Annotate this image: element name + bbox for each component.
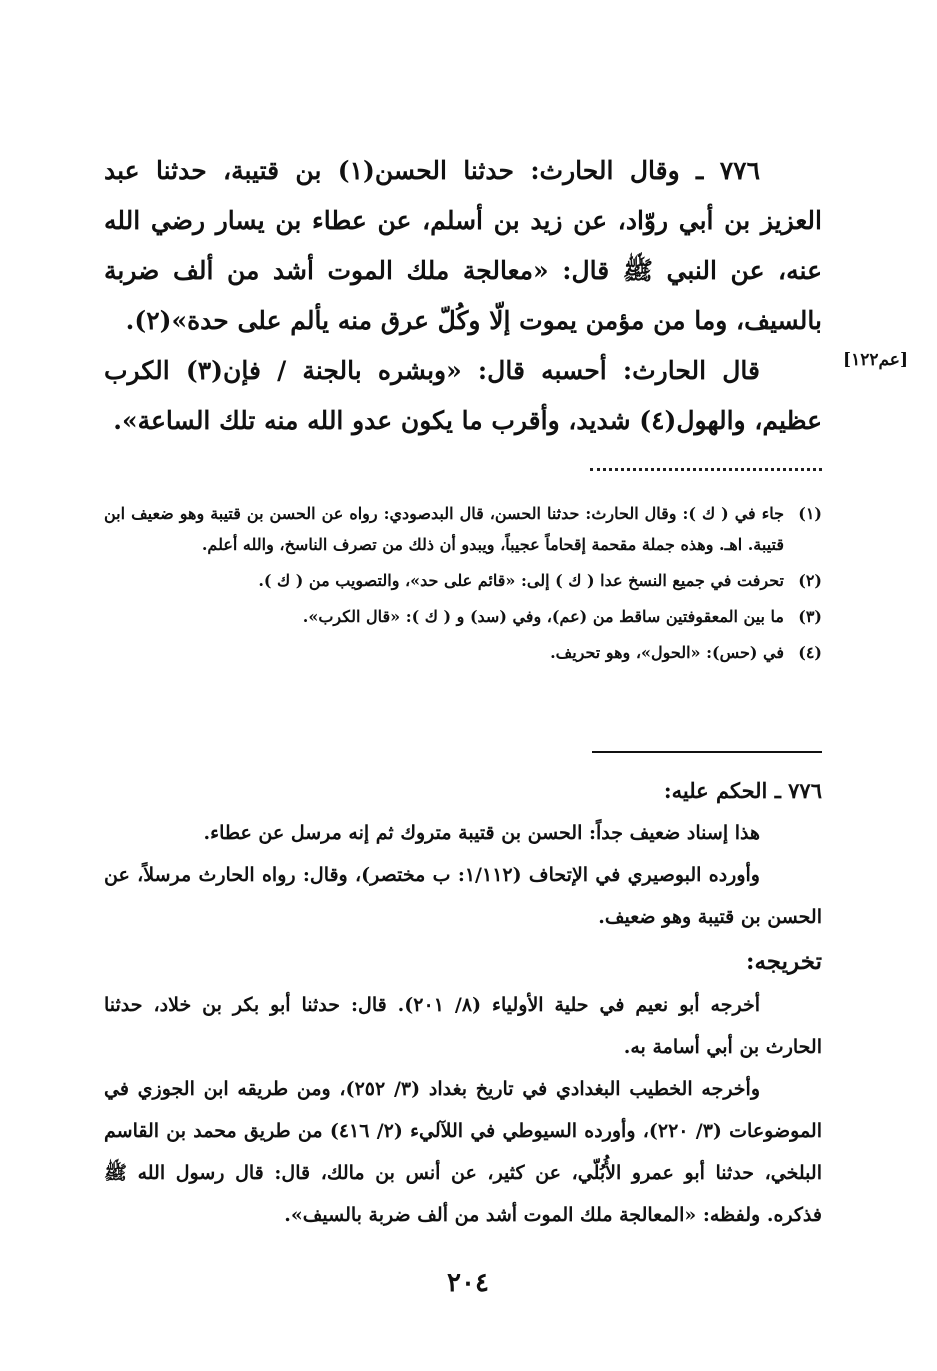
footnote-number: (١): [798, 504, 822, 523]
hadith-text: [104, 146, 822, 446]
footnote: [104, 498, 822, 560]
footnote: [104, 565, 822, 596]
takhrij-paragraph-2: وأخرجه الخطيب البغدادي في تاريخ بغداد (٣/ ٢٥٢)، ومن طريقه ابن الجوزي في الموضوعات (٣/ ٢٢٠)، وأورده السيوطي في اللآليء (٢/ ٤١٦) من طريق محمد بن القاسم البلخي، حدثنا أبو عمرو الأُبُلّي، عن كثير، عن أنس بن مالك، قال: قال رسول الله ﷺ فذكره. ولفظه: «المعالجة ملك الموت أشد من ألف ضربة بالسيف».: [104, 1078, 822, 1226]
takhrij-section: [104, 940, 822, 1236]
manuscript-margin-reference: [عم١٢٢]: [843, 350, 908, 370]
footnote-number: (٣): [798, 607, 822, 626]
footnote-text: في (حس): «الحول»، وهو تحريف.: [550, 643, 784, 662]
footnote: [104, 601, 822, 632]
footnote-text: جاء في ( ك ): وقال الحارث: حدثنا الحسن، قال البدصودي: رواه عن الحسن بن قتيبة وهو ضعيف ابن قتيبة. اهـ. وهذه جملة مقحمة إقحاماً عجيباً، ويبدو أن ذلك من تصرف الناسخ، والله أعلم.: [104, 504, 784, 554]
ruling-heading: ٧٧٦ ـ الحكم عليه:: [663, 778, 822, 803]
hadith-paragraph-1: ٧٧٦ ـ وقال الحارث: حدثنا الحسن(١) بن قتيبة، حدثنا عبد العزيز بن أبي روّاد، عن زيد بن أسلم، عن عطاء بن يسار رضي الله عنه، عن النبي ﷺ قال: «معالجة ملك الموت أشد من ألف ضربة بالسيف، وما من مؤمن يموت إلّا وكُلّ عرق منه يألم على حدة»(٢).: [104, 156, 822, 335]
footnote-text: ما بين المعقوفتين ساقط من (عم)، وفي (سد) و ( ك ): «قال الكرب».: [302, 607, 784, 626]
ruling-section: [104, 770, 822, 938]
section-divider: [592, 751, 822, 753]
page-number: ٢٠٤: [447, 1268, 489, 1298]
takhrij-paragraph-1: أخرجه أبو نعيم في حلية الأولياء (٨/ ٢٠١). قال: حدثنا أبو بكر بن خلاد، حدثنا الحارث بن أبي أسامة به.: [104, 994, 822, 1058]
takhrij-heading: تخريجه:: [745, 948, 822, 975]
hadith-paragraph-2: قال الحارث: أحسبه قال: «وبشره بالجنة / فإن(٣) الكرب عظيم، والهول(٤) شديد، وأقرب ما يكون عدو الله منه تلك الساعة».: [104, 356, 822, 435]
footnote-separator: [590, 468, 822, 471]
footnote-number: (٤): [798, 643, 822, 662]
footnote-number: (٢): [798, 571, 822, 590]
ruling-paragraph-1: هذا إسناد ضعيف جداً: الحسن بن قتيبة متروك ثم إنه مرسل عن عطاء.: [203, 822, 760, 844]
ruling-paragraph-2: وأورده البوصيري في الإتحاف (١/١١٢: ب مختصر)، وقال: رواه الحارث مرسلاً، عن الحسن بن قتيبة وهو ضعيف.: [104, 864, 822, 928]
footnotes: [104, 498, 822, 673]
footnote-text: تحرفت في جميع النسخ عدا ( ك ) إلى: «قائم على حد»، والتصويب من ( ك ).: [258, 571, 784, 590]
footnote: [104, 637, 822, 668]
